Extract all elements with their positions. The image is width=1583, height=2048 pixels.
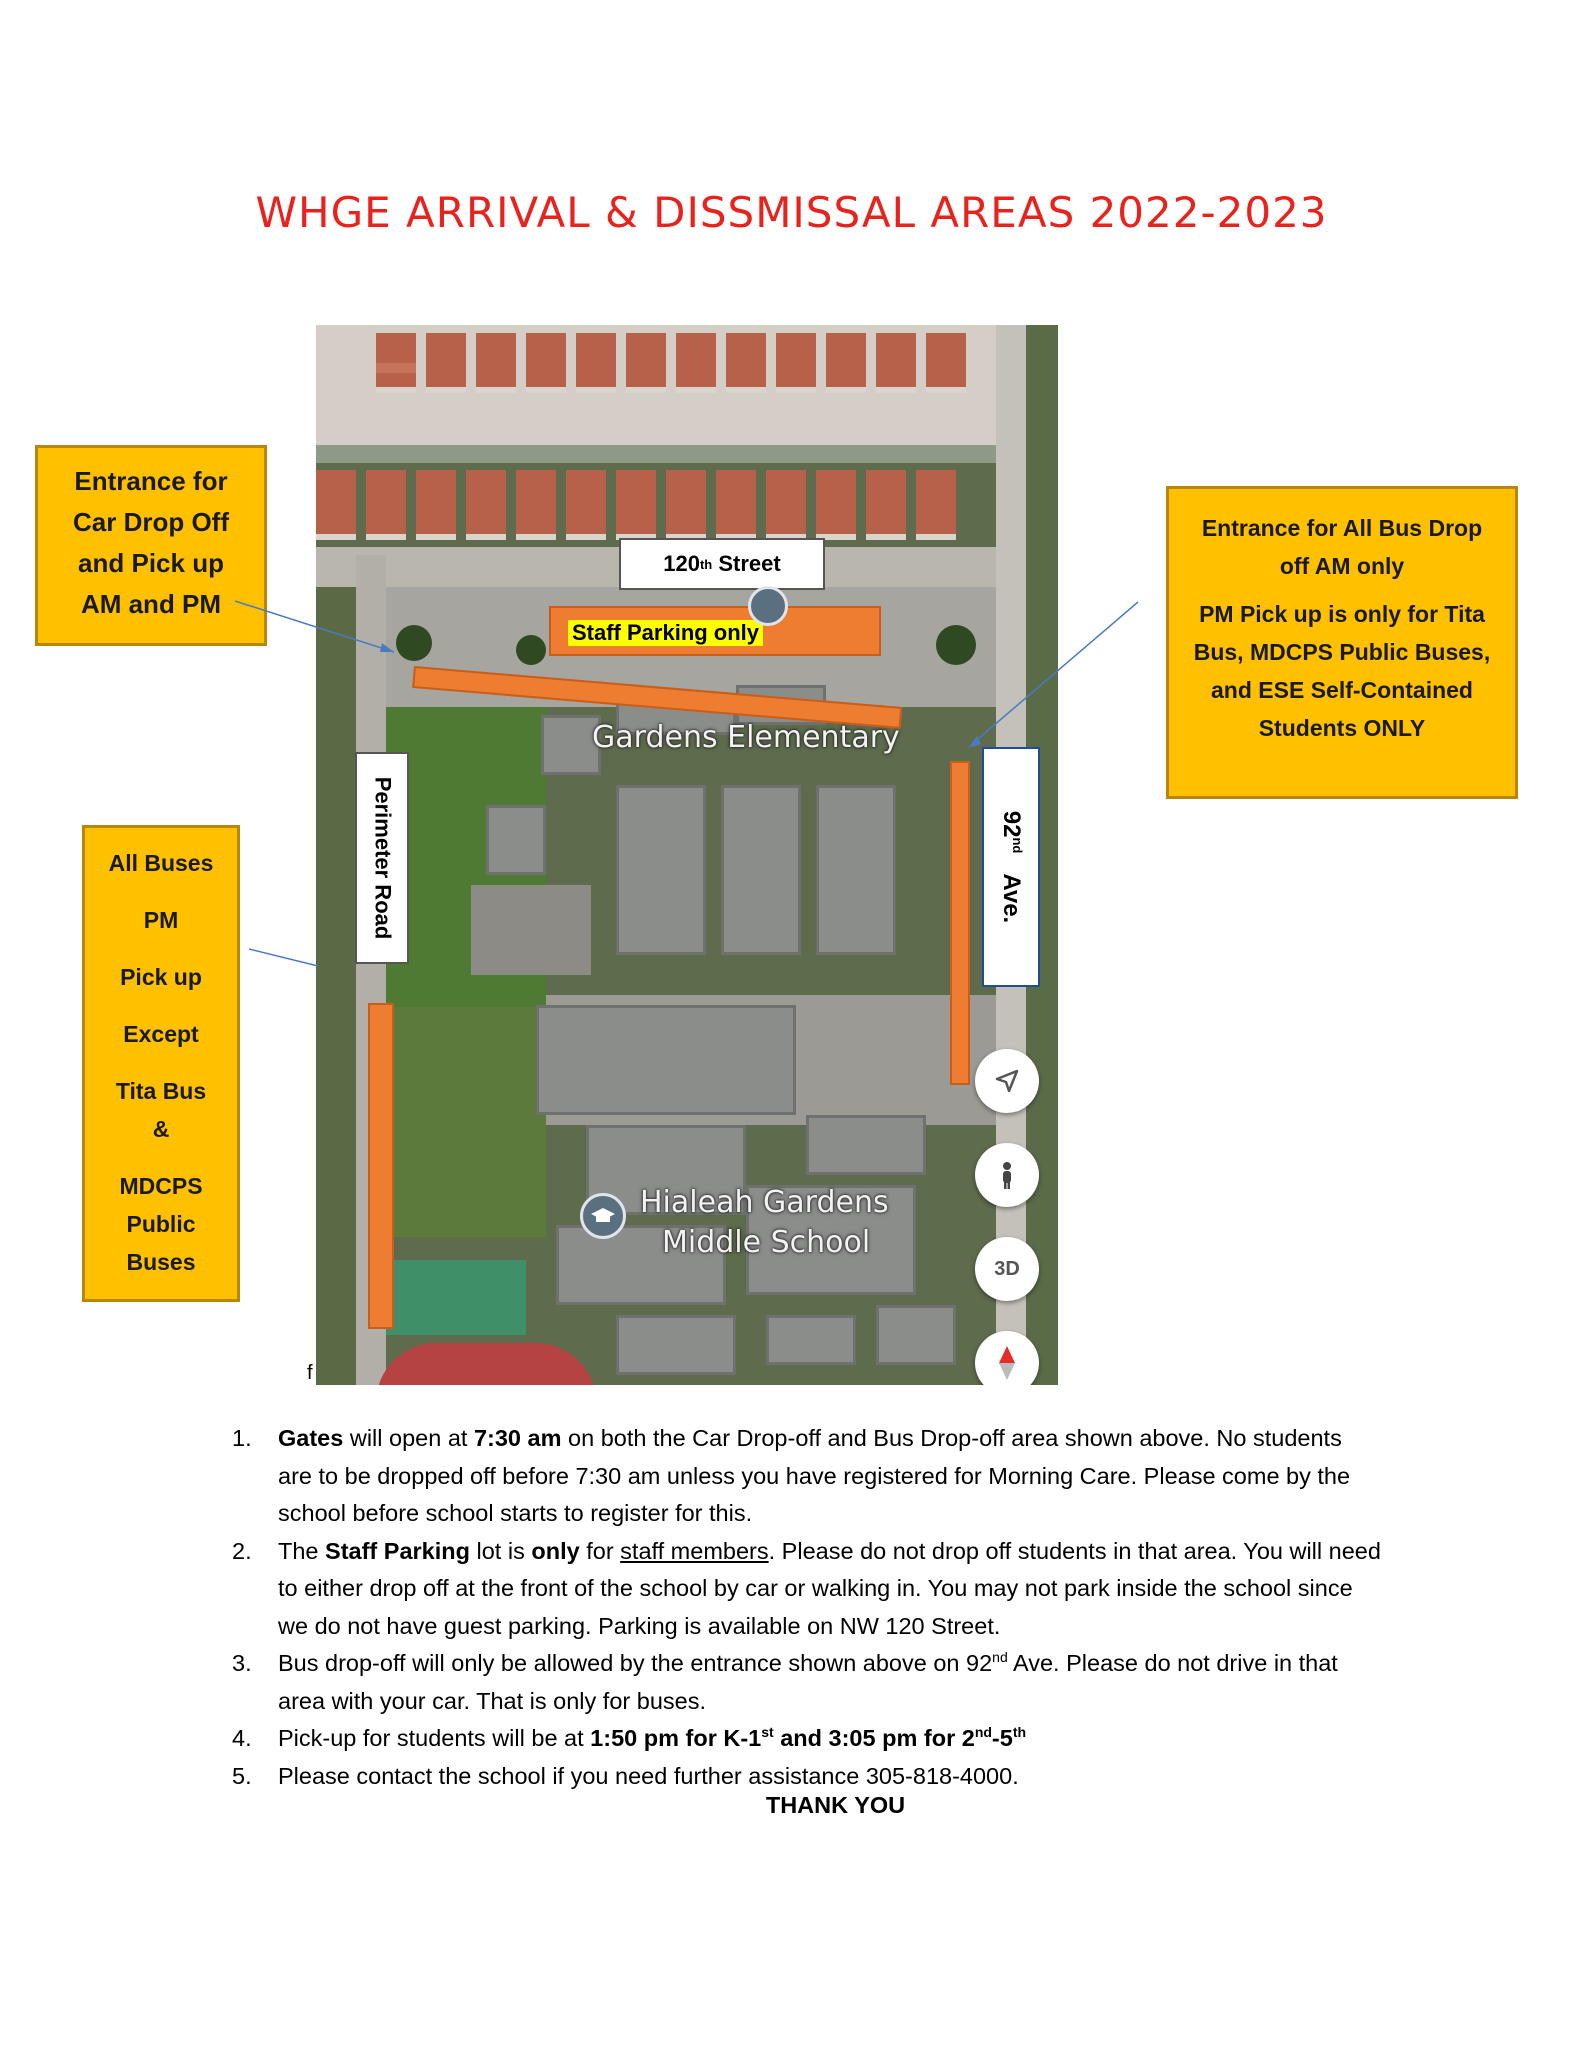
callout-line: Except (123, 1021, 199, 1047)
navigation-arrow-icon[interactable] (975, 1049, 1039, 1113)
courtyard (471, 885, 591, 975)
building (806, 1115, 926, 1175)
building (536, 1005, 796, 1115)
house (716, 470, 756, 540)
building (766, 1315, 856, 1365)
elementary-school-label: Gardens Elementary (592, 720, 900, 755)
callout-line: Pick up (120, 964, 202, 990)
thank-you: THANK YOU (765, 1792, 906, 1818)
house (826, 333, 866, 393)
all-buses-callout (82, 825, 240, 1302)
verge (316, 587, 356, 1385)
callout-line: Car Drop Off (73, 507, 229, 537)
tree (516, 635, 546, 665)
list-item: 4. Pick-up for students will be at 1:50 pm for K-1st and 3:05 pm for 2nd-5th (232, 1724, 1027, 1751)
list-item: 5. Please contact the school if you need further assistance 305-818-4000. (232, 1762, 1019, 1789)
callout-line: All Buses (108, 850, 214, 876)
school-pin-icon[interactable] (580, 1193, 626, 1239)
pegman-icon[interactable] (975, 1143, 1039, 1207)
bus-entrance-title: Entrance for All Bus Drop off AM only (1201, 515, 1483, 579)
house (776, 333, 816, 393)
tree (936, 625, 976, 665)
house (516, 470, 556, 540)
bus-entrance-callout (1166, 486, 1518, 799)
house (476, 333, 516, 393)
page-title: WHGE ARRIVAL & DISSMISSAL AREAS 2022-2023 (255, 188, 1328, 237)
house (566, 470, 606, 540)
house (576, 333, 616, 393)
bus-pickup-lane (368, 1003, 394, 1329)
house (626, 333, 666, 393)
staff-parking-label: Staff Parking only (568, 620, 763, 646)
middle-school-label-line2: Middle School (662, 1225, 871, 1260)
middle-school-label-line1: Hialeah Gardens (640, 1185, 889, 1220)
house (426, 333, 466, 393)
aerial-map[interactable] (316, 325, 1058, 1385)
list-item: 2. The Staff Parking lot is only for staff members. Please do not drop off students in that area. You will need to either drop off at the front of the school by car or walking in. You may not park inside the school since we do not have guest parking. Parking is available on NW 120 Street. (232, 1537, 1381, 1639)
list-item: 3. Bus drop-off will only be allowed by the entrance shown above on 92nd Ave. Please do not drive in that area with your car. That is only for buses. (232, 1649, 1338, 1714)
building (616, 1315, 736, 1375)
house (816, 470, 856, 540)
list-item: 1. Gates will open at 7:30 am on both the Car Drop-off and Bus Drop-off area shown above. No students are to be dropped off before 7:30 am unless you have registered for Morning Care. Please come by the school before school starts to register for this. (232, 1425, 1351, 1526)
house (616, 470, 656, 540)
house (876, 333, 916, 393)
callout-line: Tita Bus (115, 1078, 207, 1104)
building (486, 805, 546, 875)
car-entrance-callout (35, 445, 267, 646)
callout-line: AM and PM (80, 589, 222, 619)
tree (396, 625, 432, 661)
house (766, 470, 806, 540)
running-track (376, 1343, 596, 1385)
avenue-92nd-label: 92nd Ave. (982, 747, 1040, 987)
bus-entrance-pm-note: PM Pick up is only for Tita Bus, MDCPS Public Buses, and ESE Self-Contained Students ONLY (1193, 601, 1491, 741)
house (526, 333, 566, 393)
house (676, 333, 716, 393)
street-120th-label: 120 th Street (619, 538, 825, 590)
callout-line: & (152, 1116, 170, 1142)
alley (316, 445, 1058, 463)
house (416, 470, 456, 540)
callout-line: Entrance for (74, 466, 228, 496)
building (816, 785, 896, 955)
instructions-list (232, 1420, 1382, 1795)
perimeter-road-label: Perimeter Road (355, 752, 409, 964)
callout-line: MDCPS Public Buses (119, 1173, 203, 1275)
sports-court (386, 1260, 526, 1335)
house (466, 470, 506, 540)
house (926, 333, 966, 393)
building (876, 1305, 956, 1365)
house (376, 363, 416, 373)
callout-line: and Pick up (78, 548, 224, 578)
callout-line: PM (143, 907, 179, 933)
house (726, 333, 766, 393)
house (666, 470, 706, 540)
house (916, 470, 956, 540)
3d-button[interactable]: 3D (975, 1237, 1039, 1301)
building (721, 785, 801, 955)
building (616, 785, 706, 955)
stray-character: f (307, 1362, 313, 1384)
school-pin-icon[interactable] (748, 586, 788, 626)
bus-dropoff-lane (950, 761, 970, 1085)
all-buses-connector (249, 949, 318, 966)
house (366, 470, 406, 540)
house (866, 470, 906, 540)
field (386, 1007, 546, 1237)
house (316, 470, 356, 540)
